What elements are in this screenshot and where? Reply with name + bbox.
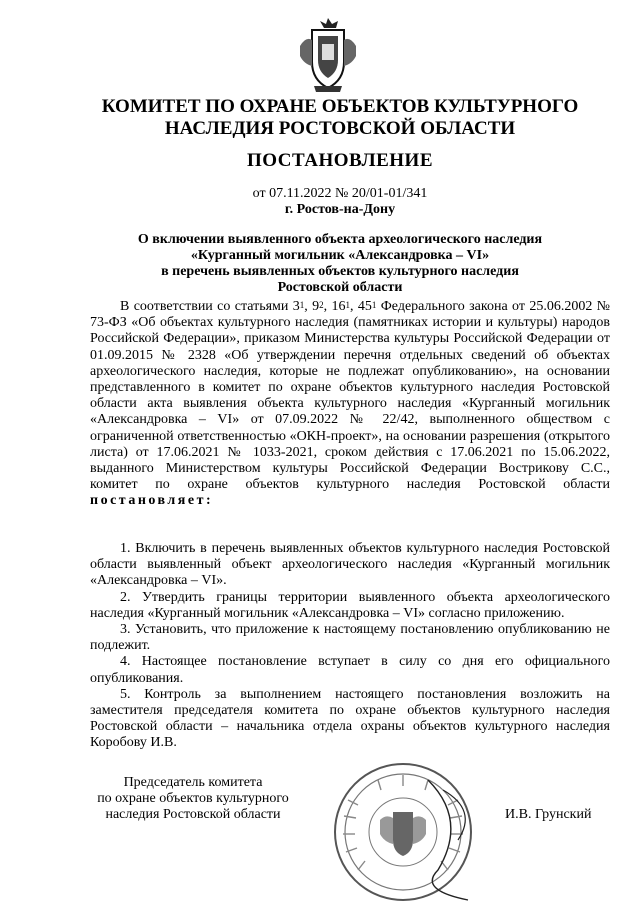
- signer-title-line-1: Председатель комитета: [123, 775, 263, 790]
- sup-2: 2: [319, 300, 324, 310]
- document-type: ПОСТАНОВЛЕНИЕ: [246, 150, 434, 171]
- coat-of-arms-icon: [296, 16, 360, 96]
- resolution-item: 3. Установить, что приложение к настоящему постановлению опубликованию не подлежит.: [90, 622, 610, 654]
- preamble-paragraph: [90, 299, 610, 510]
- document-subject: [90, 232, 590, 296]
- signer-name: И.В. Грунский: [505, 807, 592, 822]
- resolution-item: 4. Настоящее постановление вступает в силу со дня его официального опубликования.: [90, 654, 610, 686]
- subject-line-1: О включении выявленного объекта археологического наследия: [137, 232, 543, 247]
- org-line-2: НАСЛЕДИЯ РОСТОВСКОЙ ОБЛАСТИ: [164, 118, 516, 139]
- sup-4: 1: [371, 300, 377, 310]
- subject-line-3: в перечень выявленных объектов культурного наследия: [161, 264, 519, 279]
- sup-3: 1: [345, 300, 350, 310]
- preamble-text-2: , 9: [304, 299, 320, 314]
- signer-title-line-2: по охране объектов культурного: [97, 791, 289, 806]
- resolution-item: 1. Включить в перечень выявленных объектов культурного наследия Ростовской области выявленный объект археологического наследия «Курганный могильник «Александровка – VI».: [90, 541, 610, 589]
- sup-1: 1: [299, 300, 305, 310]
- preamble-text-1: В соответствии со статьями 3: [120, 299, 300, 314]
- preamble-text-4: , 45: [350, 299, 372, 314]
- resolves-word: постановляет:: [90, 493, 214, 509]
- subject-line-2: «Курганный могильник «Александровка – VI»: [190, 248, 490, 263]
- resolution-item: 5. Контроль за выполнением настоящего постановления возложить на заместителя председателя комитета по охране объектов культурного наследия Ростовской области – начальника отдела охраны объектов культурного наследия Коробову И.В.: [90, 686, 610, 751]
- preamble-text-5: Федерального закона от 25.06.2002 № 73-ФЗ «Об объектах культурного наследия (памятниках истории и культуры) народов Российской Федерации», приказом Министерства культуры Российской Федерации от 01.09.2015 № 2328 «Об утверждении перечня отдельных сведений об объектах археологического наследия, которые не подлежат опубликованию», на основании представленного в комитет по охране объектов культурного наследия Ростовской области акта выявления объекта культурного наследия «Курганный могильник «Александровка – VI» от 07.09.2022 № 22/42, выполненного обществом с ограниченной ответственностью «ОКН-проект», на основании разрешения (открытого листа) от 17.06.2021 № 1033-2021, сроком действия с 17.06.2021 по 15.06.2022, выданного Министерством культуры Российской Федерации Вострикову С.С., комитет по охране объектов культурного наследия Ростовской области: [90, 299, 611, 493]
- resolution-item: 2. Утвердить границы территории выявленного объекта археологического наследия «Курганный могильник «Александровка – VI» согласно приложению.: [90, 589, 610, 621]
- signer-title-line-3: наследия Ростовской области: [105, 807, 281, 822]
- preamble-text-3: , 16: [323, 299, 346, 314]
- date-number: от 07.11.2022 № 20/01-01/341: [252, 186, 428, 201]
- organization-name: [60, 96, 620, 140]
- city: г. Ростов-на-Дону: [284, 202, 396, 217]
- resolution-items: [90, 541, 610, 752]
- subject-line-4: Ростовской области: [277, 280, 403, 295]
- official-seal-icon: [318, 760, 488, 905]
- signer-title: [88, 775, 298, 823]
- org-line-1: КОМИТЕТ ПО ОХРАНЕ ОБЪЕКТОВ КУЛЬТУРНОГО: [101, 96, 579, 117]
